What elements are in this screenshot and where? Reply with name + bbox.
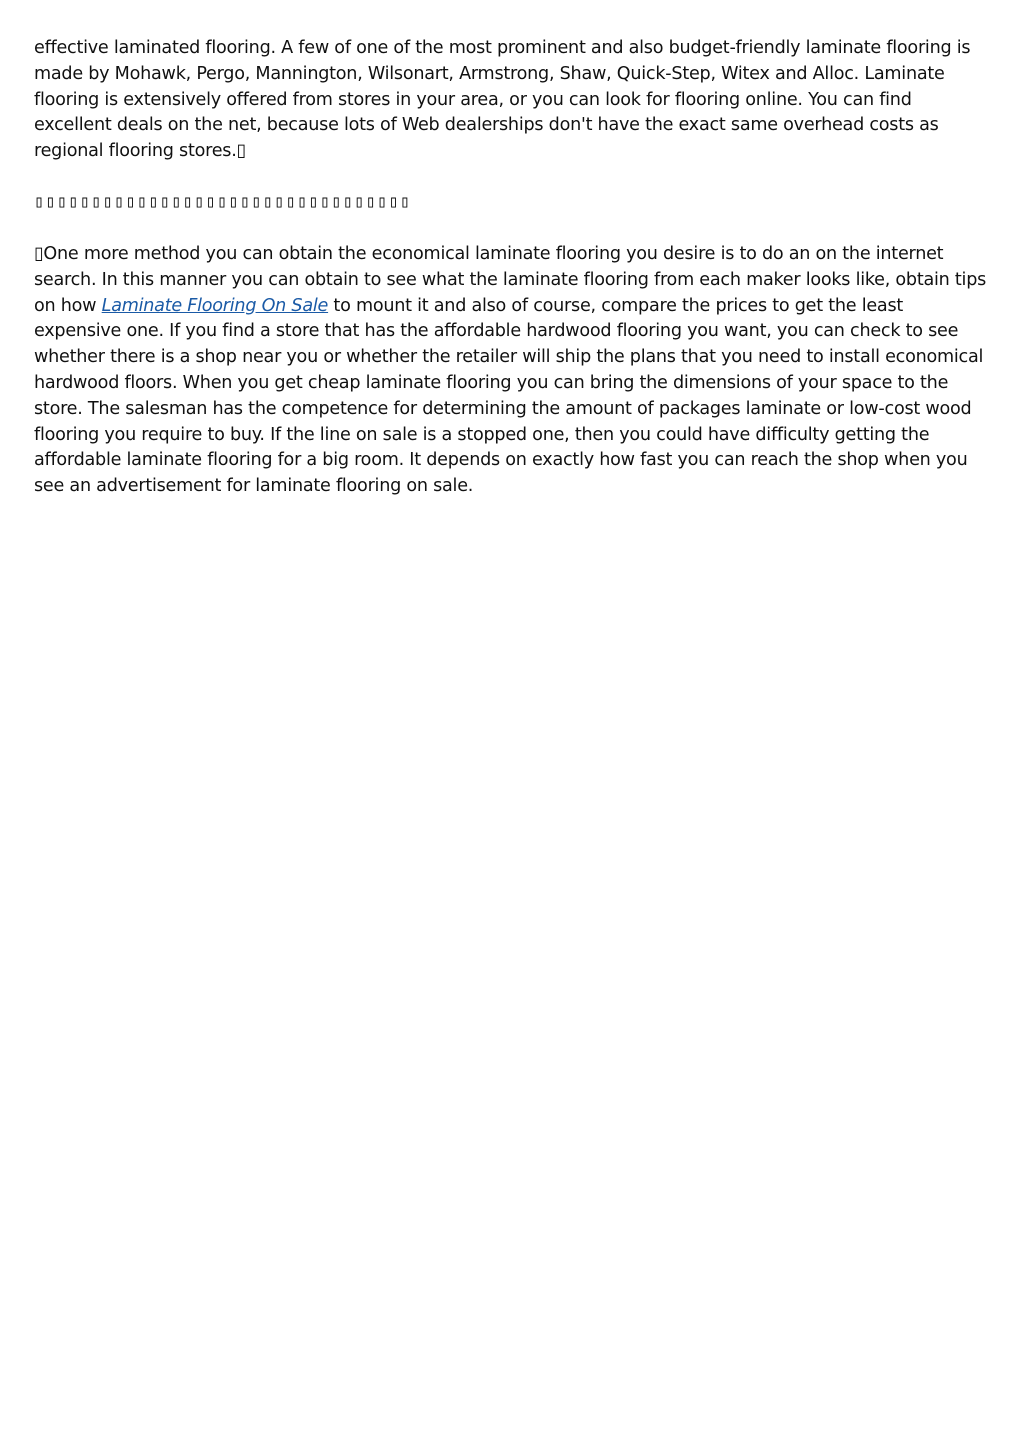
laminate-flooring-link[interactable]: Laminate Flooring On Sale bbox=[101, 295, 329, 316]
paragraph-intro: effective laminated flooring. A few of one of the most prominent and also budget-friendly laminate flooring is made by Mohawk, Pergo, Mannington, Wilsonart, Armstrong, Shaw, Quick-Step, Witex and Alloc. Laminate flooring is extensively offered from stores in your area, or you can look for flooring online. You can find excellent deals on the net, because lots of Web dealerships don't have the exact same overhead costs as regional flooring stores.▯ bbox=[34, 38, 971, 162]
paragraph-main bbox=[34, 242, 992, 500]
paragraph-main-end: to mount it and also of course, compare the prices to get the least expensive one. If you find a store that has the affordable hardwood flooring you want, you can check to see whether there is a shop near you or whether the retailer will ship the plans that you need to install economical hardwood floors. When you get cheap laminate flooring you can bring the dimensions of your space to the store. The salesman has the competence for determining the amount of packages laminate or low-cost wood flooring you require to buy. If the line on sale is a stopped one, then you could have difficulty getting the affordable laminate flooring for a big room. It depends on exactly how fast you can reach the shop when you see an advertisement for laminate flooring on sale. bbox=[34, 295, 984, 497]
missing-glyph-line: ▯▯▯▯▯▯▯▯▯▯▯▯▯▯▯▯▯▯▯▯▯▯▯▯▯▯▯▯▯▯▯▯▯ bbox=[34, 191, 412, 212]
paragraph-main-start: ▯One more method you can obtain the economical laminate flooring you desire is to do an on the internet search. In this manner you can obtain to see what the laminate flooring from each maker looks like, obtain tips on how bbox=[34, 243, 987, 316]
document-page bbox=[34, 36, 992, 500]
